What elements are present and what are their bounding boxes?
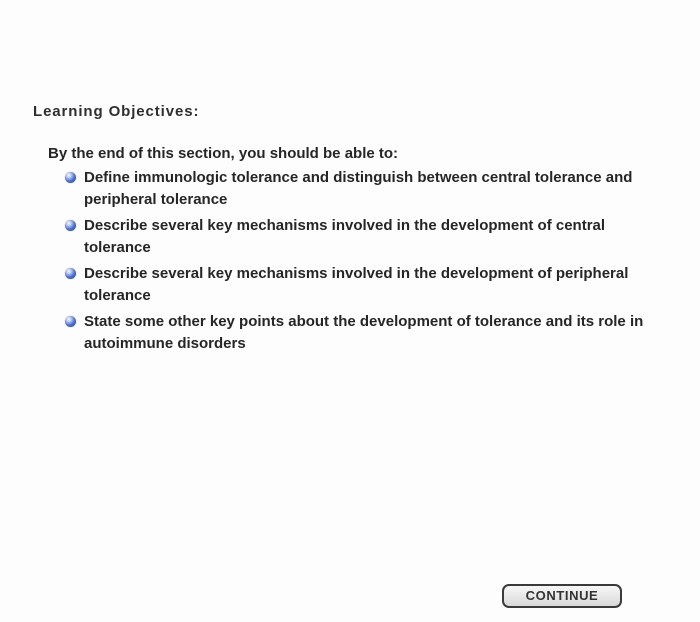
objectives-list [62,167,662,359]
objective-text: Describe several key mechanisms involved in the development of peripheral tolerance [84,265,629,304]
continue-button[interactable]: CONTINUE [502,584,622,608]
objective-text: State some other key points about the development of tolerance and its role in autoimmune disorders [84,313,644,352]
bullet-icon [65,316,76,327]
learning-objectives-heading: Learning Objectives: [33,103,200,120]
objective-text: Define immunologic tolerance and distinguish between central tolerance and peripheral tolerance [84,169,633,208]
objective-item [62,215,662,259]
bullet-icon [65,220,76,231]
bullet-icon [65,172,76,183]
objectives-intro: By the end of this section, you should be able to: [48,145,399,162]
bullet-icon [65,268,76,279]
objective-item [62,167,662,211]
objective-text: Describe several key mechanisms involved in the development of central tolerance [84,217,606,256]
objective-item [62,311,662,355]
objective-item [62,263,662,307]
